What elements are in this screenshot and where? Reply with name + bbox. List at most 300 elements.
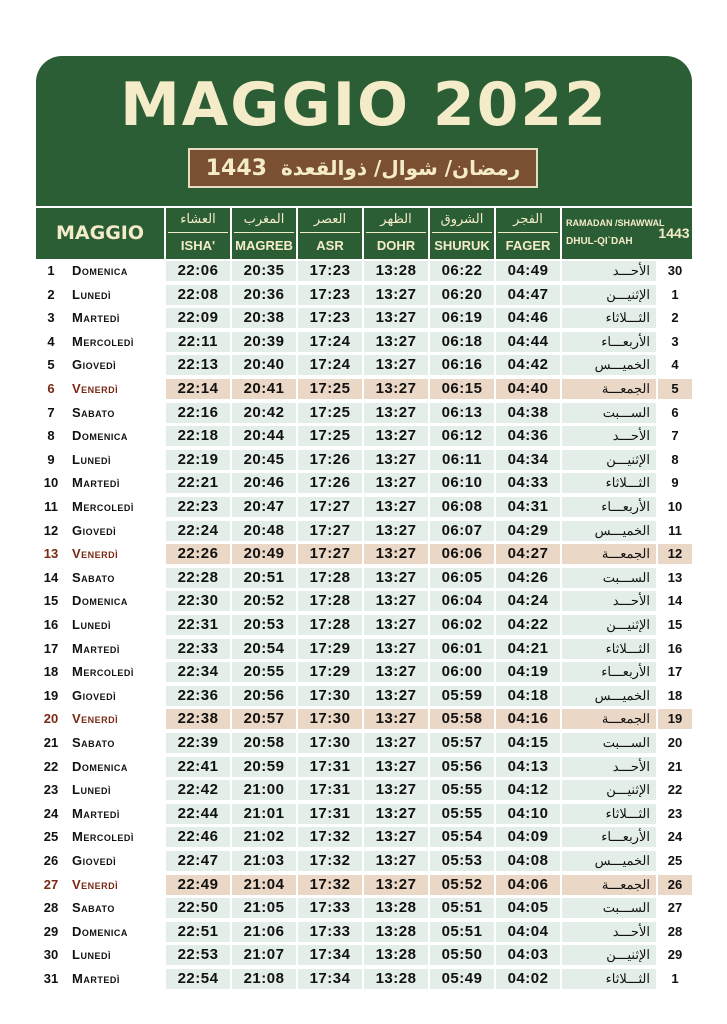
hijri-day: 18 — [658, 686, 692, 706]
asr-time: 17:27 — [298, 497, 362, 517]
dohr-time: 13:28 — [364, 969, 428, 989]
weekday-arabic: الأربعـــاء — [562, 827, 656, 847]
magreb-time: 20:46 — [232, 473, 296, 493]
dohr-time: 13:27 — [364, 426, 428, 446]
day-number: 13 — [36, 544, 66, 564]
magreb-time: 20:55 — [232, 662, 296, 682]
fager-time: 04:38 — [496, 403, 560, 423]
dohr-time: 13:27 — [364, 497, 428, 517]
magreb-time: 21:05 — [232, 898, 296, 918]
dohr-time: 13:27 — [364, 615, 428, 635]
shuruk-time: 05:51 — [430, 922, 494, 942]
shuruk-time: 05:55 — [430, 804, 494, 824]
asr-time: 17:28 — [298, 568, 362, 588]
shuruk-time: 06:11 — [430, 450, 494, 470]
fager-time: 04:47 — [496, 285, 560, 305]
weekday-arabic: الســـبت — [562, 568, 656, 588]
fager-time: 04:19 — [496, 662, 560, 682]
day-number: 9 — [36, 450, 66, 470]
dohr-time: 13:27 — [364, 733, 428, 753]
weekday-name: Mercoledì — [68, 662, 164, 682]
hijri-day: 23 — [658, 804, 692, 824]
hijri-day: 7 — [658, 426, 692, 446]
asr-column-header: العصر ASR — [298, 208, 362, 259]
dohr-time: 13:27 — [364, 780, 428, 800]
weekday-arabic: الخميـــس — [562, 686, 656, 706]
hijri-day: 20 — [658, 733, 692, 753]
weekday-arabic: الأربعـــاء — [562, 662, 656, 682]
hijri-day: 19 — [658, 709, 692, 729]
hijri-day: 13 — [658, 568, 692, 588]
fager-time: 04:34 — [496, 450, 560, 470]
isha-time: 22:54 — [166, 969, 230, 989]
table-row — [36, 426, 692, 446]
day-number: 27 — [36, 875, 66, 895]
table-row — [36, 851, 692, 871]
hijri-day: 30 — [658, 261, 692, 281]
dohr-time: 13:27 — [364, 355, 428, 375]
asr-time: 17:23 — [298, 261, 362, 281]
day-number: 21 — [36, 733, 66, 753]
hijri-year: 1443 — [205, 155, 267, 181]
weekday-arabic: الأحـــد — [562, 591, 656, 611]
weekday-name: Mercoledì — [68, 332, 164, 352]
weekday-arabic: الجمعـــة — [562, 379, 656, 399]
hijri-day: 26 — [658, 875, 692, 895]
isha-time: 22:39 — [166, 733, 230, 753]
fager-time: 04:21 — [496, 639, 560, 659]
table-row — [36, 332, 692, 352]
hijri-months: رمضان/ شوال/ ذوالقعدة — [280, 156, 521, 180]
fager-time: 04:31 — [496, 497, 560, 517]
hijri-day: 29 — [658, 945, 692, 965]
table-row — [36, 733, 692, 753]
page-title: MAGGIO 2022 — [120, 70, 608, 140]
isha-time: 22:24 — [166, 521, 230, 541]
asr-time: 17:25 — [298, 403, 362, 423]
magreb-time: 20:42 — [232, 403, 296, 423]
table-row — [36, 591, 692, 611]
table-row — [36, 544, 692, 564]
dohr-time: 13:27 — [364, 851, 428, 871]
asr-time: 17:24 — [298, 332, 362, 352]
day-number: 16 — [36, 615, 66, 635]
magreb-time: 20:44 — [232, 426, 296, 446]
fager-time: 04:02 — [496, 969, 560, 989]
dohr-time: 13:27 — [364, 827, 428, 847]
table-row — [36, 450, 692, 470]
shuruk-time: 06:16 — [430, 355, 494, 375]
weekday-arabic: الأحـــد — [562, 922, 656, 942]
magreb-time: 21:07 — [232, 945, 296, 965]
fager-time: 04:22 — [496, 615, 560, 635]
dohr-time: 13:27 — [364, 403, 428, 423]
isha-time: 22:13 — [166, 355, 230, 375]
asr-time: 17:34 — [298, 969, 362, 989]
hijri-day: 10 — [658, 497, 692, 517]
weekday-name: Sabato — [68, 568, 164, 588]
isha-time: 22:41 — [166, 757, 230, 777]
weekday-name: Venerdì — [68, 379, 164, 399]
table-row — [36, 403, 692, 423]
weekday-name: Sabato — [68, 733, 164, 753]
fager-time: 04:49 — [496, 261, 560, 281]
weekday-name: Domenica — [68, 922, 164, 942]
weekday-name: Mercoledì — [68, 827, 164, 847]
dohr-time: 13:27 — [364, 686, 428, 706]
weekday-arabic: الإثنيـــن — [562, 450, 656, 470]
weekday-arabic: الثـــلاثاء — [562, 969, 656, 989]
weekday-name: Domenica — [68, 426, 164, 446]
shuruk-time: 05:51 — [430, 898, 494, 918]
hijri-day: 27 — [658, 898, 692, 918]
hijri-day: 9 — [658, 473, 692, 493]
table-row — [36, 898, 692, 918]
dohr-time: 13:27 — [364, 332, 428, 352]
table-row — [36, 355, 692, 375]
asr-time: 17:34 — [298, 945, 362, 965]
weekday-arabic: الأحـــد — [562, 426, 656, 446]
hijri-day: 24 — [658, 827, 692, 847]
weekday-name: Domenica — [68, 757, 164, 777]
hijri-day: 11 — [658, 521, 692, 541]
dohr-time: 13:28 — [364, 945, 428, 965]
magreb-time: 20:49 — [232, 544, 296, 564]
dohr-time: 13:27 — [364, 285, 428, 305]
asr-time: 17:28 — [298, 615, 362, 635]
magreb-time: 20:54 — [232, 639, 296, 659]
day-number: 26 — [36, 851, 66, 871]
shuruk-time: 05:54 — [430, 827, 494, 847]
fager-time: 04:18 — [496, 686, 560, 706]
isha-time: 22:11 — [166, 332, 230, 352]
dohr-time: 13:28 — [364, 261, 428, 281]
weekday-name: Sabato — [68, 403, 164, 423]
magreb-time: 20:58 — [232, 733, 296, 753]
asr-time: 17:33 — [298, 898, 362, 918]
weekday-name: Domenica — [68, 261, 164, 281]
asr-time: 17:27 — [298, 544, 362, 564]
dohr-time: 13:27 — [364, 709, 428, 729]
weekday-arabic: الســـبت — [562, 403, 656, 423]
shuruk-time: 06:08 — [430, 497, 494, 517]
asr-time: 17:23 — [298, 308, 362, 328]
hijri-day: 1 — [658, 285, 692, 305]
dohr-time: 13:27 — [364, 875, 428, 895]
asr-time: 17:32 — [298, 827, 362, 847]
fager-time: 04:46 — [496, 308, 560, 328]
weekday-name: Venerdì — [68, 875, 164, 895]
shuruk-time: 06:10 — [430, 473, 494, 493]
dohr-time: 13:27 — [364, 308, 428, 328]
hijri-day: 17 — [658, 662, 692, 682]
day-number: 17 — [36, 639, 66, 659]
fager-time: 04:08 — [496, 851, 560, 871]
hijri-day: 21 — [658, 757, 692, 777]
weekday-name: Giovedì — [68, 521, 164, 541]
fager-time: 04:05 — [496, 898, 560, 918]
asr-time: 17:32 — [298, 851, 362, 871]
day-number: 5 — [36, 355, 66, 375]
weekday-arabic: الجمعـــة — [562, 709, 656, 729]
day-number: 6 — [36, 379, 66, 399]
weekday-name: Domenica — [68, 591, 164, 611]
magreb-time: 21:06 — [232, 922, 296, 942]
magreb-time: 20:52 — [232, 591, 296, 611]
day-number: 29 — [36, 922, 66, 942]
shuruk-time: 06:19 — [430, 308, 494, 328]
weekday-arabic: الخميـــس — [562, 355, 656, 375]
shuruk-time: 05:49 — [430, 969, 494, 989]
isha-time: 22:23 — [166, 497, 230, 517]
shuruk-time: 06:15 — [430, 379, 494, 399]
asr-time: 17:24 — [298, 355, 362, 375]
fager-time: 04:36 — [496, 426, 560, 446]
shuruk-time: 06:07 — [430, 521, 494, 541]
weekday-arabic: الجمعـــة — [562, 544, 656, 564]
dohr-time: 13:27 — [364, 639, 428, 659]
day-number: 14 — [36, 568, 66, 588]
month-column-header: MAGGIO — [55, 222, 145, 244]
weekday-name: Martedì — [68, 804, 164, 824]
table-row — [36, 686, 692, 706]
weekday-name: Venerdì — [68, 544, 164, 564]
magreb-time: 20:56 — [232, 686, 296, 706]
isha-time: 22:18 — [166, 426, 230, 446]
isha-time: 22:08 — [166, 285, 230, 305]
isha-time: 22:21 — [166, 473, 230, 493]
isha-time: 22:50 — [166, 898, 230, 918]
day-number: 23 — [36, 780, 66, 800]
dohr-time: 13:27 — [364, 591, 428, 611]
weekday-arabic: الأحـــد — [562, 261, 656, 281]
shuruk-time: 06:06 — [430, 544, 494, 564]
weekday-arabic: الســـبت — [562, 733, 656, 753]
shuruk-time: 05:55 — [430, 780, 494, 800]
isha-time: 22:46 — [166, 827, 230, 847]
shuruk-time: 05:57 — [430, 733, 494, 753]
magreb-time: 21:08 — [232, 969, 296, 989]
hijri-day: 14 — [658, 591, 692, 611]
day-number: 2 — [36, 285, 66, 305]
weekday-arabic: الإثنيـــن — [562, 285, 656, 305]
isha-time: 22:38 — [166, 709, 230, 729]
shuruk-time: 05:52 — [430, 875, 494, 895]
hijri-subtitle-box — [188, 148, 538, 188]
table-row — [36, 875, 692, 895]
weekday-name: Giovedì — [68, 686, 164, 706]
weekday-name: Lunedì — [68, 780, 164, 800]
day-number: 10 — [36, 473, 66, 493]
asr-time: 17:27 — [298, 521, 362, 541]
isha-time: 22:09 — [166, 308, 230, 328]
isha-time: 22:16 — [166, 403, 230, 423]
asr-time: 17:29 — [298, 662, 362, 682]
table-row — [36, 969, 692, 989]
magreb-time: 21:00 — [232, 780, 296, 800]
isha-time: 22:33 — [166, 639, 230, 659]
weekday-name: Giovedì — [68, 851, 164, 871]
weekday-name: Sabato — [68, 898, 164, 918]
hijri-day: 16 — [658, 639, 692, 659]
isha-time: 22:42 — [166, 780, 230, 800]
shuruk-time: 05:59 — [430, 686, 494, 706]
asr-time: 17:30 — [298, 733, 362, 753]
fager-column-header: الفجر FAGER — [496, 208, 560, 259]
shuruk-time: 06:04 — [430, 591, 494, 611]
fager-time: 04:09 — [496, 827, 560, 847]
magreb-time: 20:47 — [232, 497, 296, 517]
weekday-arabic: الخميـــس — [562, 521, 656, 541]
isha-time: 22:36 — [166, 686, 230, 706]
weekday-name: Martedì — [68, 969, 164, 989]
hijri-year-column-header: 1443 — [658, 225, 690, 241]
day-number: 24 — [36, 804, 66, 824]
asr-time: 17:25 — [298, 426, 362, 446]
weekday-arabic: الثـــلاثاء — [562, 473, 656, 493]
isha-time: 22:31 — [166, 615, 230, 635]
shuruk-time: 06:00 — [430, 662, 494, 682]
table-row — [36, 827, 692, 847]
asr-time: 17:26 — [298, 450, 362, 470]
table-row — [36, 757, 692, 777]
magreb-time: 20:38 — [232, 308, 296, 328]
hijri-day: 5 — [658, 379, 692, 399]
magreb-time: 20:35 — [232, 261, 296, 281]
table-row — [36, 804, 692, 824]
fager-time: 04:12 — [496, 780, 560, 800]
dohr-time: 13:27 — [364, 473, 428, 493]
hijri-day: 12 — [658, 544, 692, 564]
asr-time: 17:28 — [298, 591, 362, 611]
table-row — [36, 497, 692, 517]
magreb-time: 21:02 — [232, 827, 296, 847]
asr-time: 17:31 — [298, 780, 362, 800]
weekday-arabic: الأربعـــاء — [562, 497, 656, 517]
shuruk-time: 06:12 — [430, 426, 494, 446]
fager-time: 04:44 — [496, 332, 560, 352]
weekday-name: Venerdì — [68, 709, 164, 729]
table-row — [36, 662, 692, 682]
day-number: 8 — [36, 426, 66, 446]
day-number: 30 — [36, 945, 66, 965]
dohr-time: 13:27 — [364, 450, 428, 470]
asr-time: 17:30 — [298, 686, 362, 706]
table-row — [36, 521, 692, 541]
hijri-day: 1 — [658, 969, 692, 989]
weekday-arabic: الخميـــس — [562, 851, 656, 871]
shuruk-time: 06:01 — [430, 639, 494, 659]
weekday-name: Lunedì — [68, 615, 164, 635]
isha-time: 22:19 — [166, 450, 230, 470]
weekday-name: Lunedì — [68, 450, 164, 470]
weekday-name: Martedì — [68, 473, 164, 493]
table-row — [36, 709, 692, 729]
day-number: 12 — [36, 521, 66, 541]
magreb-time: 20:41 — [232, 379, 296, 399]
weekday-arabic: الســـبت — [562, 898, 656, 918]
hijri-day: 2 — [658, 308, 692, 328]
weekday-name: Mercoledì — [68, 497, 164, 517]
dohr-time: 13:27 — [364, 521, 428, 541]
magreb-column-header: المغرب MAGREB — [232, 208, 296, 259]
dohr-time: 13:27 — [364, 568, 428, 588]
weekday-name: Giovedì — [68, 355, 164, 375]
fager-time: 04:40 — [496, 379, 560, 399]
day-number: 19 — [36, 686, 66, 706]
fager-time: 04:15 — [496, 733, 560, 753]
table-row — [36, 379, 692, 399]
fager-time: 04:27 — [496, 544, 560, 564]
dohr-time: 13:27 — [364, 544, 428, 564]
fager-time: 04:06 — [496, 875, 560, 895]
weekday-name: Lunedì — [68, 285, 164, 305]
table-row — [36, 285, 692, 305]
day-number: 7 — [36, 403, 66, 423]
isha-time: 22:26 — [166, 544, 230, 564]
dohr-time: 13:27 — [364, 379, 428, 399]
isha-time: 22:30 — [166, 591, 230, 611]
day-number: 25 — [36, 827, 66, 847]
magreb-time: 20:59 — [232, 757, 296, 777]
day-number: 18 — [36, 662, 66, 682]
isha-time: 22:53 — [166, 945, 230, 965]
weekday-arabic: الجمعـــة — [562, 875, 656, 895]
hijri-day: 4 — [658, 355, 692, 375]
table-row — [36, 780, 692, 800]
hijri-day: 3 — [658, 332, 692, 352]
asr-time: 17:26 — [298, 473, 362, 493]
isha-time: 22:51 — [166, 922, 230, 942]
shuruk-time: 05:50 — [430, 945, 494, 965]
weekday-arabic: الإثنيـــن — [562, 615, 656, 635]
shuruk-time: 05:58 — [430, 709, 494, 729]
table-row — [36, 922, 692, 942]
day-number: 4 — [36, 332, 66, 352]
hijri-day: 6 — [658, 403, 692, 423]
isha-column-header: العشاء ISHA' — [166, 208, 230, 259]
asr-time: 17:31 — [298, 804, 362, 824]
dohr-time: 13:27 — [364, 757, 428, 777]
weekday-arabic: الثـــلاثاء — [562, 639, 656, 659]
day-number: 20 — [36, 709, 66, 729]
isha-time: 22:44 — [166, 804, 230, 824]
shuruk-time: 06:20 — [430, 285, 494, 305]
magreb-time: 20:36 — [232, 285, 296, 305]
shuruk-time: 06:13 — [430, 403, 494, 423]
weekday-arabic: الأحـــد — [562, 757, 656, 777]
weekday-name: Lunedì — [68, 945, 164, 965]
magreb-time: 20:57 — [232, 709, 296, 729]
shuruk-time: 06:18 — [430, 332, 494, 352]
dohr-time: 13:28 — [364, 898, 428, 918]
shuruk-time: 06:22 — [430, 261, 494, 281]
asr-time: 17:32 — [298, 875, 362, 895]
magreb-time: 20:53 — [232, 615, 296, 635]
shuruk-time: 06:05 — [430, 568, 494, 588]
shuruk-time: 05:53 — [430, 851, 494, 871]
shuruk-column-header: الشروق SHURUK — [430, 208, 494, 259]
magreb-time: 20:48 — [232, 521, 296, 541]
fager-time: 04:26 — [496, 568, 560, 588]
weekday-arabic: الأربعـــاء — [562, 332, 656, 352]
calendar-header — [36, 56, 692, 206]
table-row — [36, 261, 692, 281]
fager-time: 04:13 — [496, 757, 560, 777]
asr-time: 17:30 — [298, 709, 362, 729]
hijri-month-column-header: RAMADAN /SHAWWAL DHUL-QI`DAH — [566, 218, 665, 247]
weekday-arabic: الثـــلاثاء — [562, 308, 656, 328]
